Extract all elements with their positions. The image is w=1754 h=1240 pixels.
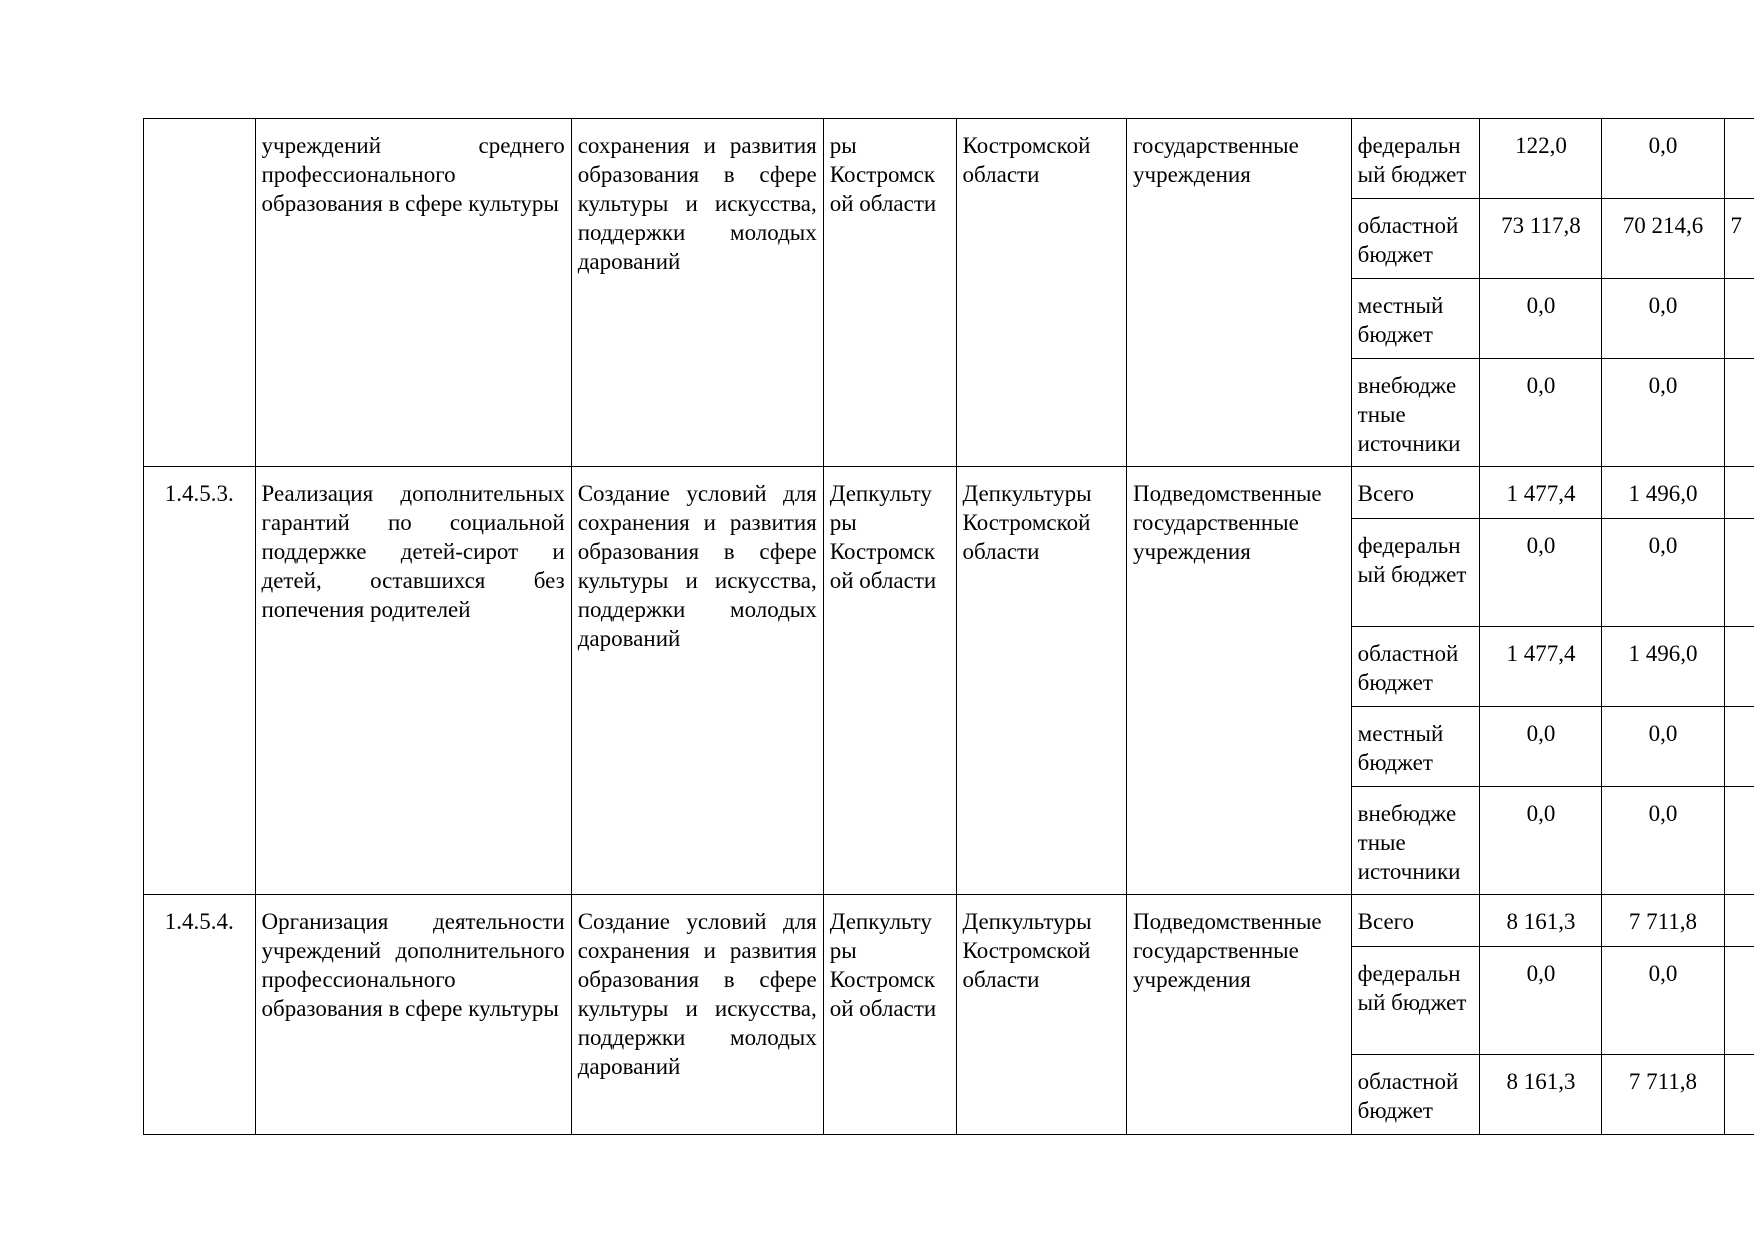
participants: Подведомственные государственные учреждения bbox=[1127, 895, 1352, 1135]
activity-name: учреждений среднего профессионального образования в сфере культуры bbox=[255, 119, 571, 467]
funding-source: внебюдже тные источники bbox=[1351, 359, 1480, 467]
value-year-3 bbox=[1724, 1055, 1754, 1135]
value-year-1: 0,0 bbox=[1480, 707, 1602, 787]
value-year-2: 7 711,8 bbox=[1602, 895, 1724, 947]
participants: государственные учреждения bbox=[1127, 119, 1352, 467]
activity-goal: Создание условий для сохранения и развития образования в сфере культуры и искусства, поддержки молодых дарований bbox=[571, 467, 823, 895]
value-year-1: 8 161,3 bbox=[1480, 1055, 1602, 1135]
value-year-3 bbox=[1724, 707, 1754, 787]
value-year-3 bbox=[1724, 947, 1754, 1055]
value-year-1: 1 477,4 bbox=[1480, 627, 1602, 707]
activity-name: Реализация дополнительных гарантий по социальной поддержке детей-сирот и детей, оставшихся без попечения родителей bbox=[255, 467, 571, 895]
funding-source: областной бюджет bbox=[1351, 1055, 1480, 1135]
activity-goal: сохранения и развития образования в сфере культуры и искусства, поддержки молодых дарований bbox=[571, 119, 823, 467]
value-year-1: 0,0 bbox=[1480, 359, 1602, 467]
value-year-3: 7 bbox=[1724, 199, 1754, 279]
value-year-2: 0,0 bbox=[1602, 519, 1724, 627]
value-year-2: 0,0 bbox=[1602, 787, 1724, 895]
value-year-3 bbox=[1724, 787, 1754, 895]
value-year-1: 73 117,8 bbox=[1480, 199, 1602, 279]
value-year-3 bbox=[1724, 467, 1754, 519]
value-year-1: 1 477,4 bbox=[1480, 467, 1602, 519]
value-year-2: 1 496,0 bbox=[1602, 627, 1724, 707]
funding-source: федеральн ый бюджет bbox=[1351, 947, 1480, 1055]
funding-source: федеральн ый бюджет bbox=[1351, 119, 1480, 199]
value-year-2: 1 496,0 bbox=[1602, 467, 1724, 519]
table-row bbox=[144, 467, 1754, 519]
value-year-3 bbox=[1724, 119, 1754, 199]
funding-source: Всего bbox=[1351, 467, 1480, 519]
coexecutor: Депкультуры Костромской области bbox=[956, 895, 1127, 1135]
executor: ры Костромск ой области bbox=[823, 119, 956, 467]
executor: Депкульту ры Костромск ой области bbox=[823, 467, 956, 895]
funding-source: областной бюджет bbox=[1351, 199, 1480, 279]
value-year-2: 0,0 bbox=[1602, 707, 1724, 787]
funding-source: внебюдже тные источники bbox=[1351, 787, 1480, 895]
coexecutor: Депкультуры Костромской области bbox=[956, 467, 1127, 895]
value-year-2: 7 711,8 bbox=[1602, 1055, 1724, 1135]
row-number bbox=[144, 119, 256, 467]
executor: Депкульту ры Костромск ой области bbox=[823, 895, 956, 1135]
value-year-1: 0,0 bbox=[1480, 279, 1602, 359]
value-year-1: 122,0 bbox=[1480, 119, 1602, 199]
value-year-1: 8 161,3 bbox=[1480, 895, 1602, 947]
table-row bbox=[144, 119, 1754, 199]
value-year-3 bbox=[1724, 519, 1754, 627]
funding-source: областной бюджет bbox=[1351, 627, 1480, 707]
value-year-2: 70 214,6 bbox=[1602, 199, 1724, 279]
program-table bbox=[143, 118, 1754, 1135]
funding-source: местный бюджет bbox=[1351, 279, 1480, 359]
value-year-1: 0,0 bbox=[1480, 787, 1602, 895]
funding-source: федеральн ый бюджет bbox=[1351, 519, 1480, 627]
funding-source: Всего bbox=[1351, 895, 1480, 947]
value-year-1: 0,0 bbox=[1480, 519, 1602, 627]
value-year-2: 0,0 bbox=[1602, 947, 1724, 1055]
row-number: 1.4.5.4. bbox=[144, 895, 256, 1135]
row-number: 1.4.5.3. bbox=[144, 467, 256, 895]
value-year-2: 0,0 bbox=[1602, 359, 1724, 467]
value-year-2: 0,0 bbox=[1602, 279, 1724, 359]
table-row bbox=[144, 895, 1754, 947]
value-year-3 bbox=[1724, 359, 1754, 467]
value-year-3 bbox=[1724, 279, 1754, 359]
value-year-1: 0,0 bbox=[1480, 947, 1602, 1055]
value-year-2: 0,0 bbox=[1602, 119, 1724, 199]
funding-source: местный бюджет bbox=[1351, 707, 1480, 787]
value-year-3 bbox=[1724, 895, 1754, 947]
value-year-3 bbox=[1724, 627, 1754, 707]
participants: Подведомственные государственные учреждения bbox=[1127, 467, 1352, 895]
activity-goal: Создание условий для сохранения и развития образования в сфере культуры и искусства, поддержки молодых дарований bbox=[571, 895, 823, 1135]
activity-name: Организация деятельности учреждений дополнительного профессионального образования в сфере культуры bbox=[255, 895, 571, 1135]
coexecutor: Костромской области bbox=[956, 119, 1127, 467]
